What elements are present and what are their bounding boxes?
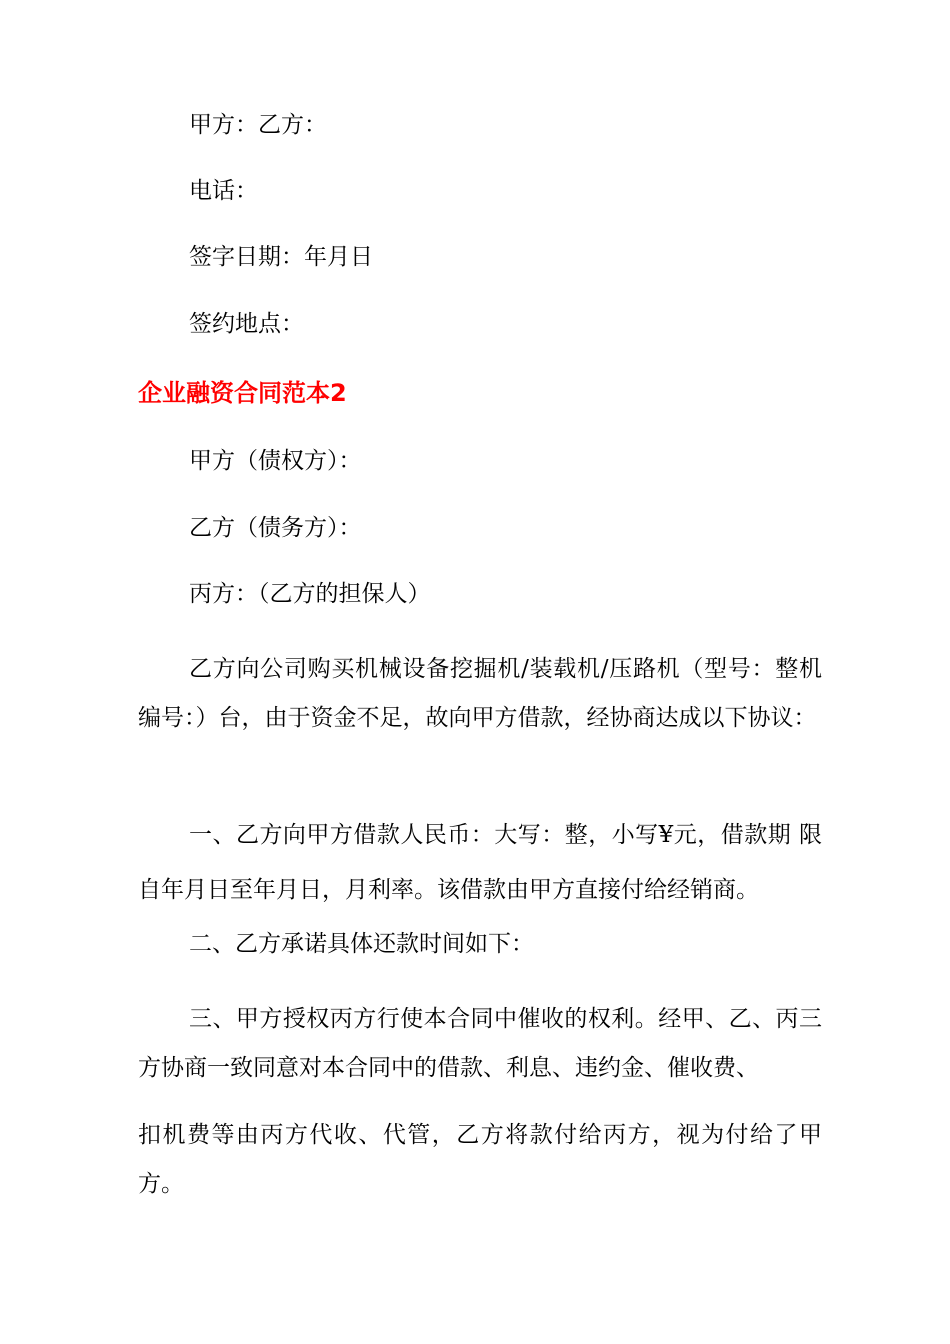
clause-3-continuation: 扣机费等由丙方代收、代管，乙方将款付给丙方，视为付给了甲方。 xyxy=(138,1122,822,1197)
party-a-line: 甲方（债权方）： xyxy=(189,448,362,474)
sign-date-line: 签字日期：年月日 xyxy=(189,244,373,270)
clause-3-paragraph: 三、甲方授权丙方行使本合同中催收的权利。经甲、乙、丙三方协商一致同意对本合同中的借款、利息、违约金、催收费、 xyxy=(138,1006,822,1081)
phone-line: 电话： xyxy=(189,178,258,204)
party-signature-line: 甲方：乙方： xyxy=(189,112,327,138)
party-b-line: 乙方（债务方）： xyxy=(189,515,362,541)
party-c-line: 丙方：（乙方的担保人） xyxy=(189,581,431,607)
intro-paragraph: 乙方向公司购买机械设备挖掘机/装载机/压路机（型号：整机编号：）台，由于资金不足，故向甲方借款，经协商达成以下协议： xyxy=(138,656,822,731)
clause-1-paragraph: 一、乙方向甲方借款人民币：大写：整，小写¥元，借款期 限自年月日至年月日，月利率。该借款由甲方直接付给经销商。 xyxy=(138,822,822,903)
clause-2-paragraph: 二、乙方承诺具体还款时间如下： xyxy=(189,931,534,957)
sign-place-line: 签约地点： xyxy=(189,311,304,337)
section-title: 企业融资合同范本2 xyxy=(138,379,347,407)
